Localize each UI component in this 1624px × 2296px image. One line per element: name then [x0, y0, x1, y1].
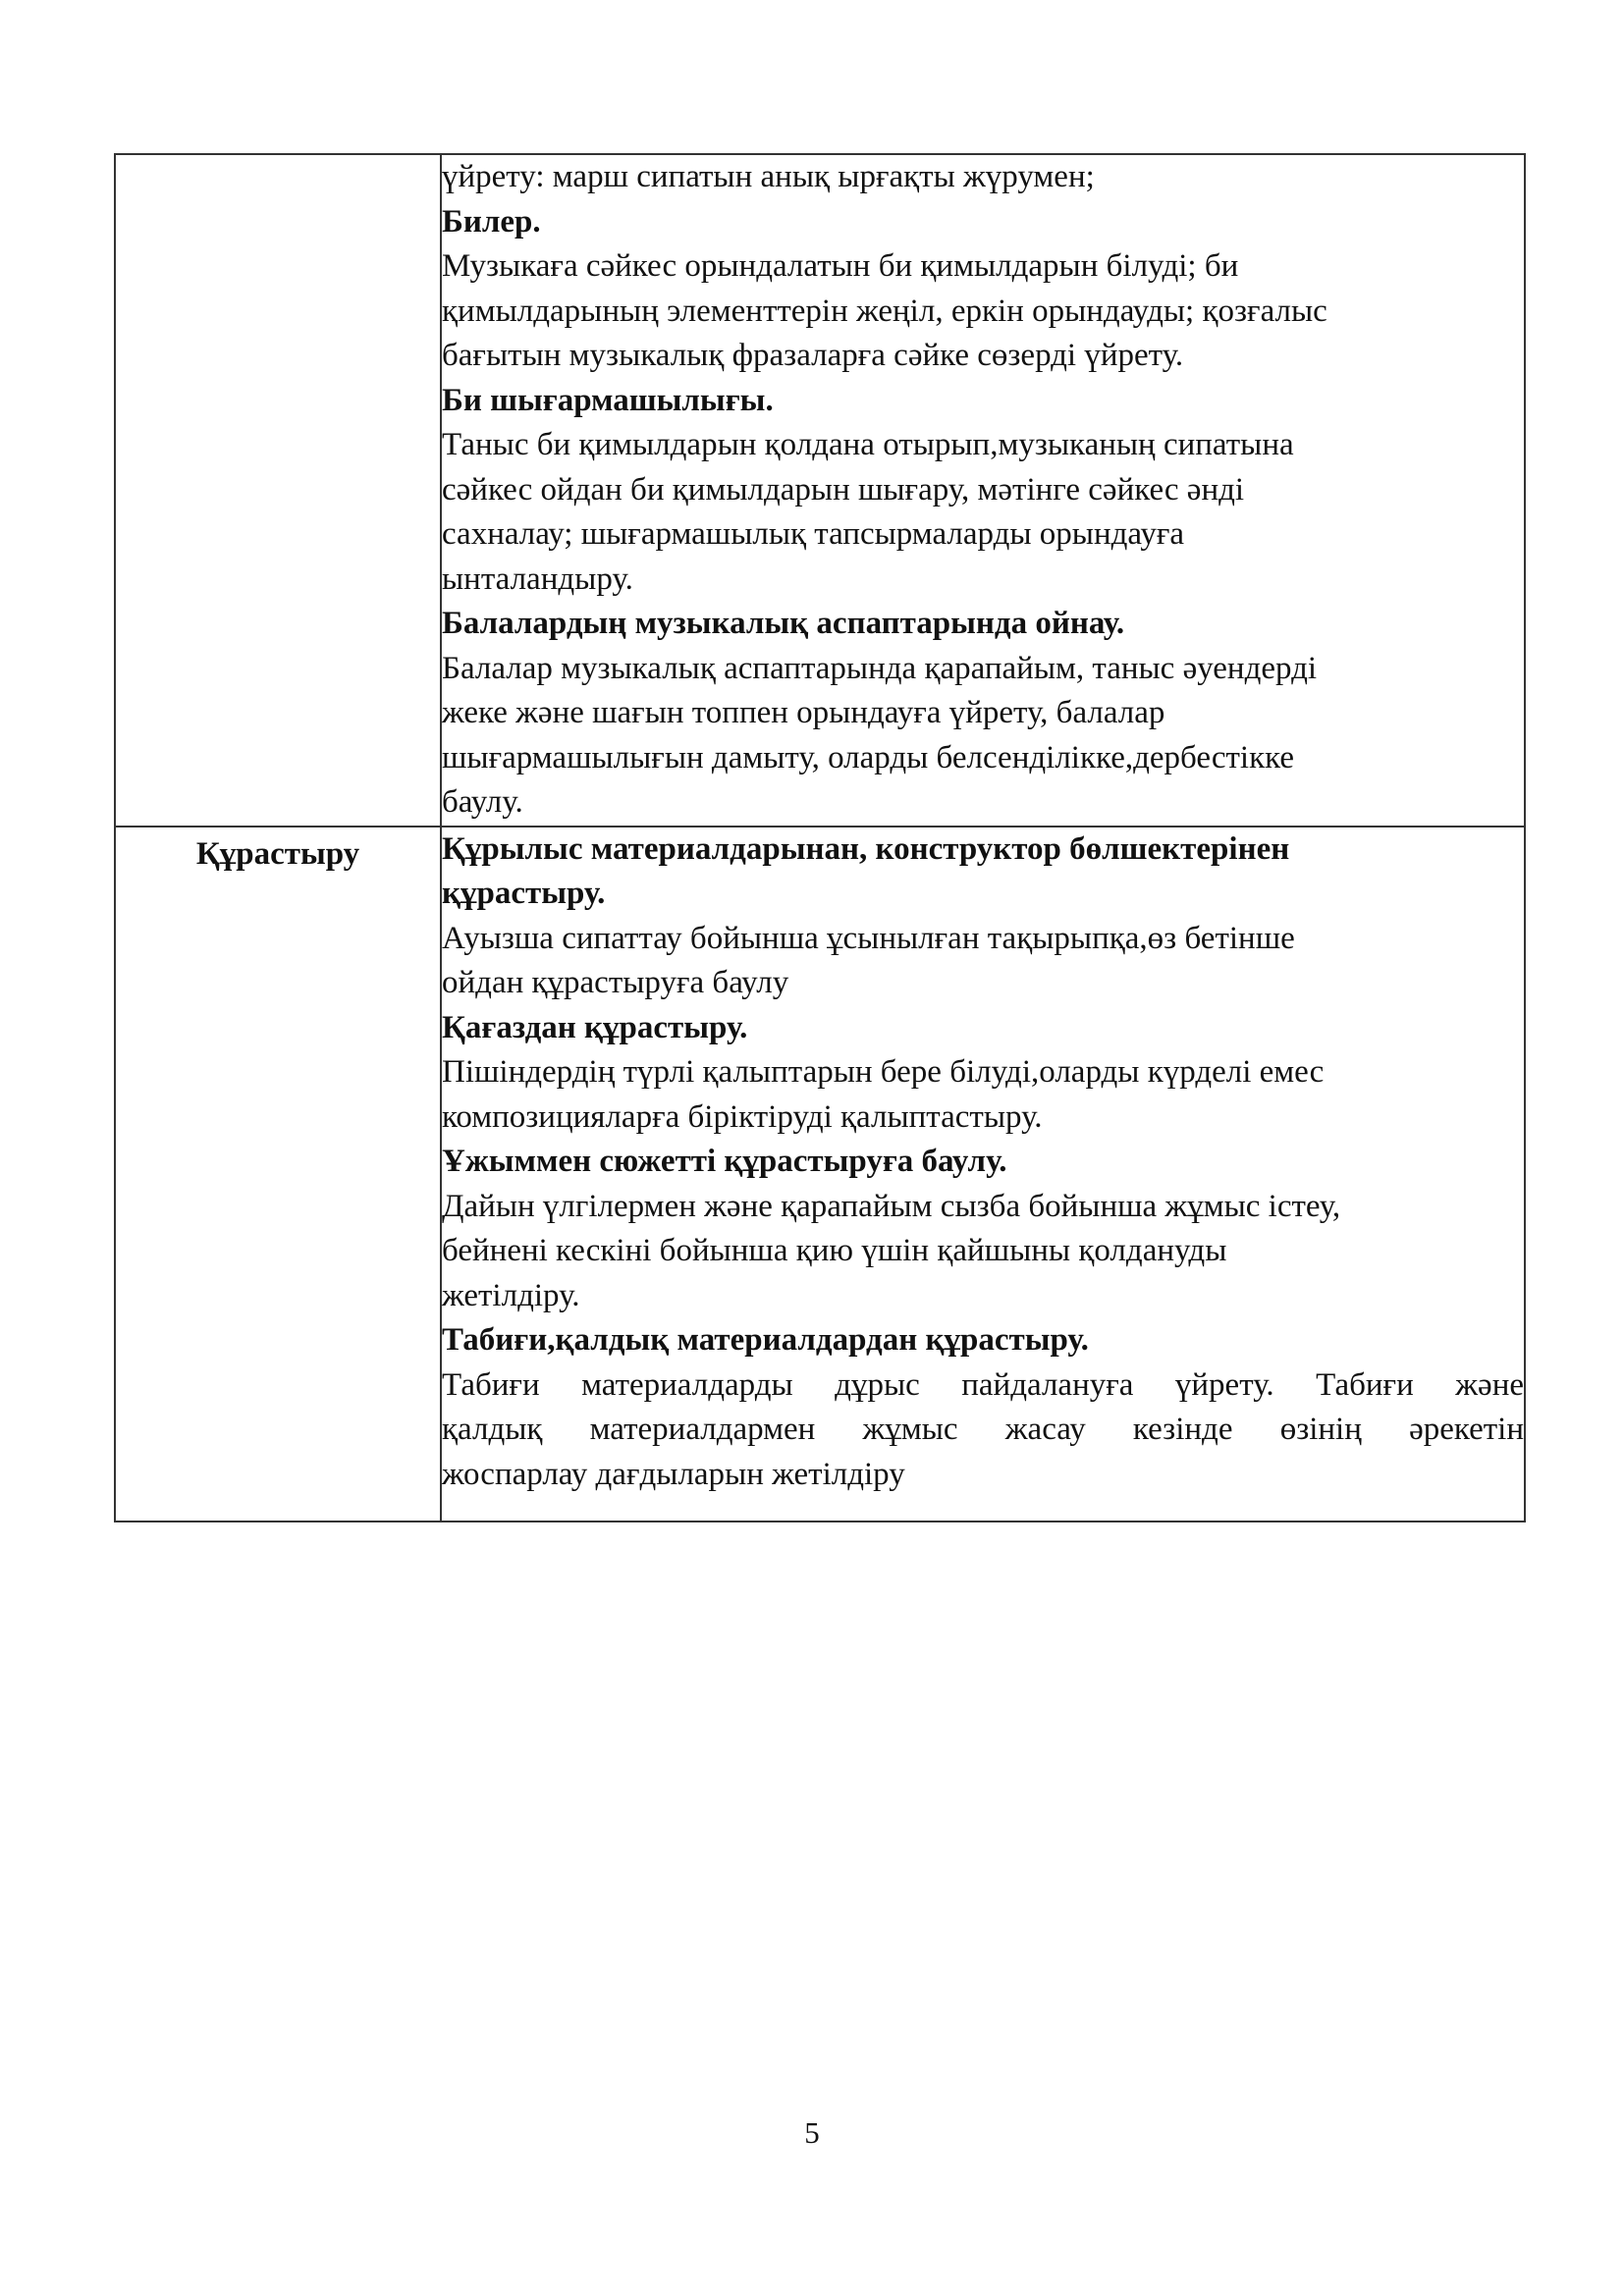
body-text-line: Табиғи материалдарды дұрыс пайдалануға үйрету. Табиғи және	[442, 1366, 1524, 1403]
body-text-line: бағытын музыкалық фразаларға сәйке сөзерді үйрету.	[442, 338, 1184, 373]
body-text-line: Пішіндердің түрлі қалыптарын бере білуді,оларды күрделі емес	[442, 1054, 1325, 1090]
body-text-line: ойдан құрастыруға баулу	[442, 965, 789, 1000]
section-heading: құрастыру.	[442, 876, 606, 911]
page-number: 5	[804, 2115, 820, 2150]
body-text-line: композицияларға біріктіруді қалыптастыру.	[442, 1098, 1043, 1135]
section-label-cell	[115, 827, 441, 1522]
body-text-line: жоспарлау дағдыларын жетілдіру	[442, 1456, 905, 1492]
curriculum-table	[114, 153, 1526, 1522]
section-content-cell	[441, 154, 1525, 827]
section-label-cell	[115, 154, 441, 827]
table-row	[115, 154, 1525, 827]
body-text-line: Ауызша сипаттау бойынша ұсынылған тақырыпқа,өз бетінше	[442, 920, 1295, 956]
body-text-line: баулу.	[442, 784, 523, 820]
body-text-line: сәйкес ойдан би қимылдарын шығару, мәтінге сәйкес әнді	[442, 471, 1245, 507]
section-label	[116, 155, 440, 159]
body-text-line: Таныс би қимылдарын қолдана отырып,музыканың сипатына	[442, 427, 1294, 462]
table-row	[115, 827, 1525, 1522]
body-text-line: қалдық материалдармен жұмыс жасау кезінде өзінің әрекетін	[442, 1412, 1524, 1447]
body-text-line: Балалар музыкалық аспаптарында қарапайым, таныс әуендерді	[442, 650, 1318, 686]
section-heading: Би шығармашылығы.	[442, 382, 774, 418]
section-label: Құрастыру	[195, 835, 360, 872]
section-content-cell	[441, 827, 1525, 1522]
body-text-line: сахналау; шығармашылық тапсырмаларды орындауға	[442, 516, 1185, 552]
section-heading: Ұжыммен сюжетті құрастыруға баулу.	[442, 1144, 1007, 1179]
section-heading: Табиғи,қалдық материалдардан құрастыру.	[442, 1322, 1089, 1358]
body-text-line: бейнені кескіні бойынша қию үшін қайшыны қолдануды	[442, 1233, 1227, 1268]
body-text-line: жетілдіру.	[442, 1277, 580, 1313]
body-text-line: ынталандыру.	[442, 561, 633, 597]
body-text-line: жеке және шағын топпен орындауға үйрету, балалар	[442, 695, 1165, 730]
body-text-line: шығармашылығын дамыту, оларды белсенділікке,дербестікке	[442, 739, 1294, 775]
section-heading: Билер.	[442, 203, 541, 240]
body-text-line: үйрету: марш сипатын анық ырғақты жүрумен;	[442, 159, 1095, 194]
body-text-line: Дайын үлгілермен және қарапайым сызба бойынша жұмыс істеу,	[442, 1188, 1341, 1224]
section-heading: Балалардың музыкалық аспаптарында ойнау.	[442, 606, 1125, 641]
body-text-line: қимылдарының элементтерін жеңіл, еркін орындауды; қозғалыс	[442, 293, 1327, 329]
body-text-line: Музыкаға сәйкес орындалатын би қимылдарын білуді; би	[442, 248, 1239, 284]
section-heading: Қағаздан құрастыру.	[442, 1009, 748, 1045]
section-heading: Құрылыс материалдарынан, конструктор бөлшектерінен	[442, 830, 1290, 867]
